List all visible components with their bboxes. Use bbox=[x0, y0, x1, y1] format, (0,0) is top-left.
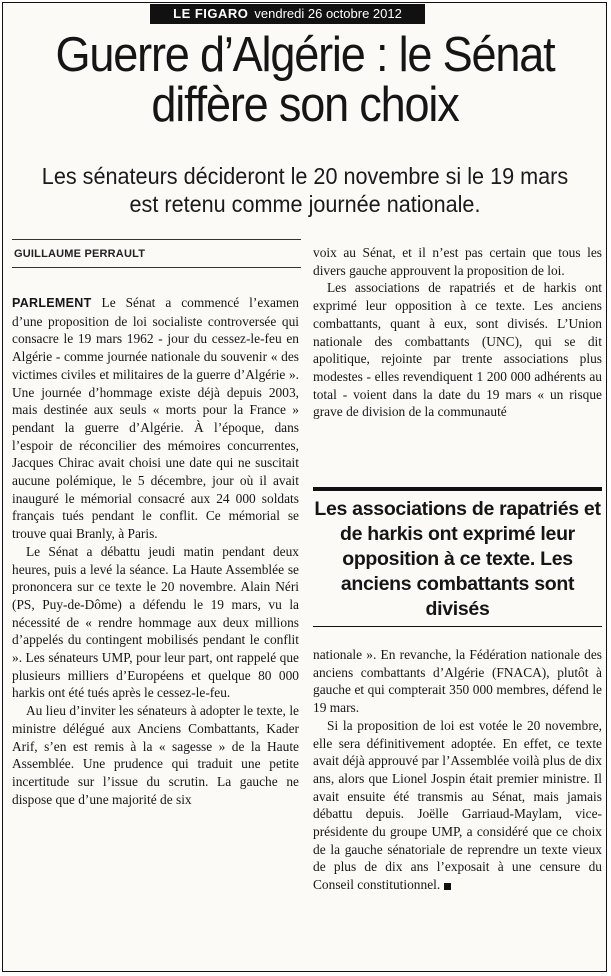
newspaper-name: LE FIGARO bbox=[173, 6, 249, 21]
paragraph: Les associations de rapatriés et de harkis ont exprimé leur opposition à ce texte. Les anciens combattants, quant à eux, sont divisés. L’Union nationale des combattants (UNC), qui se dit apolitique, rejointe par trente associations plus modestes - elles revendiquent 1 200 000 adhérents au total - voient dans la date du 19 mars « un risque grave de division de la communauté bbox=[313, 280, 602, 420]
pull-quote: Les associations de rapatriés et de harkis ont exprimé leur opposition à ce texte. Les anciens combattants sont divisés bbox=[314, 498, 601, 620]
article-column-right-bottom bbox=[313, 646, 602, 894]
article-subheadline: Les sénateurs décideront le 20 novembre si le 19 mars est retenu comme journée nationale. bbox=[41, 163, 569, 217]
byline: GUILLAUME PERRAULT bbox=[14, 248, 146, 260]
paragraph: Le Sénat a débattu jeudi matin pendant deux heures, puis a levé la séance. La Haute Assemblée se prononcera sur ce texte le 20 novembre. Alain Néri (PS, Puy-de-Dôme) a défendu le 19 mars, vu la nécessité de « rendre hommage aux deux millions d’appelés du contingent mobilisés pendant le conflit ». Les sénateurs UMP, pour leur part, ont rappelé que plusieurs milliers d’Européens et quelque 80 000 harkis ont été tués après le cessez-le-feu. bbox=[12, 543, 299, 701]
paragraph bbox=[12, 294, 299, 543]
masthead bbox=[150, 4, 425, 24]
article-column-left bbox=[12, 294, 299, 808]
article-column-right-top bbox=[313, 244, 602, 421]
byline-rule-bottom bbox=[12, 267, 301, 268]
paragraph-text: Le Sénat a commencé l’examen d’une proposition de loi socialiste controversée qui consacre le 19 mars 1962 - jour du cessez-le-feu en Algérie - comme journée nationale du souvenir « des victimes civiles et militaires de la guerre d’Algérie ». Une journée d’hommage existe déjà depuis 2003, mais destinée aux seuls « morts pour la France » pendant la guerre d’Algérie. À l’époque, dans l’espoir de réconcilier des mémoires concurrentes, Jacques Chirac avait choisi une date qui ne suscitait aucune polémique, le 5 décembre, jour où il avait inauguré le mémorial consacré aux 24 000 soldats français tués pendant le conflit. Ce mémorial se trouve quai Branly, à Paris. bbox=[12, 295, 299, 542]
article-headline: Guerre d’Algérie : le Sénat diffère son choix bbox=[55, 28, 555, 132]
paragraph-text: Si la proposition de loi est votée le 20 novembre, elle sera définitivement adoptée. En effet, ce texte avait déjà approuvé par l’Assemblée voilà plus de dix ans, alors que Lionel Jospin était premier ministre. Il avait ensuite été transmis au Sénat, mais jamais débattu depuis. Joëlle Garriaud-Maylam, vice-présidente du groupe UMP, a considéré que ce choix de la gauche sénatoriale de reprendre un texte vieux de plus de dix ans l’exposait à une censure du Conseil constitutionnel. bbox=[313, 717, 602, 893]
pull-quote-box bbox=[313, 487, 602, 627]
paragraph bbox=[313, 717, 602, 894]
paragraph: Au lieu d’inviter les sénateurs à adopter le texte, le ministre délégué aux Anciens Combattants, Kader Arif, s’en est remis à la « sagesse » de la Haute Assemblée. Une prudence qui traduit une petite incertitude sur l’issue du scrutin. La gauche ne dispose que d’une majorité de six bbox=[12, 703, 299, 807]
section-kicker: PARLEMENT bbox=[12, 296, 92, 310]
byline-rule bbox=[12, 239, 301, 240]
paragraph: nationale ». En revanche, la Fédération nationale des anciens combattants d’Algérie (FNACA), plutôt à gauche et qui compterait 350 000 membres, défend le 19 mars. bbox=[313, 647, 602, 716]
paragraph: voix au Sénat, et il n’est pas certain que tous les divers gauche approuvent la proposition de loi. bbox=[313, 245, 602, 278]
end-of-article-mark bbox=[444, 883, 451, 890]
issue-date: vendredi 26 octobre 2012 bbox=[254, 6, 402, 21]
